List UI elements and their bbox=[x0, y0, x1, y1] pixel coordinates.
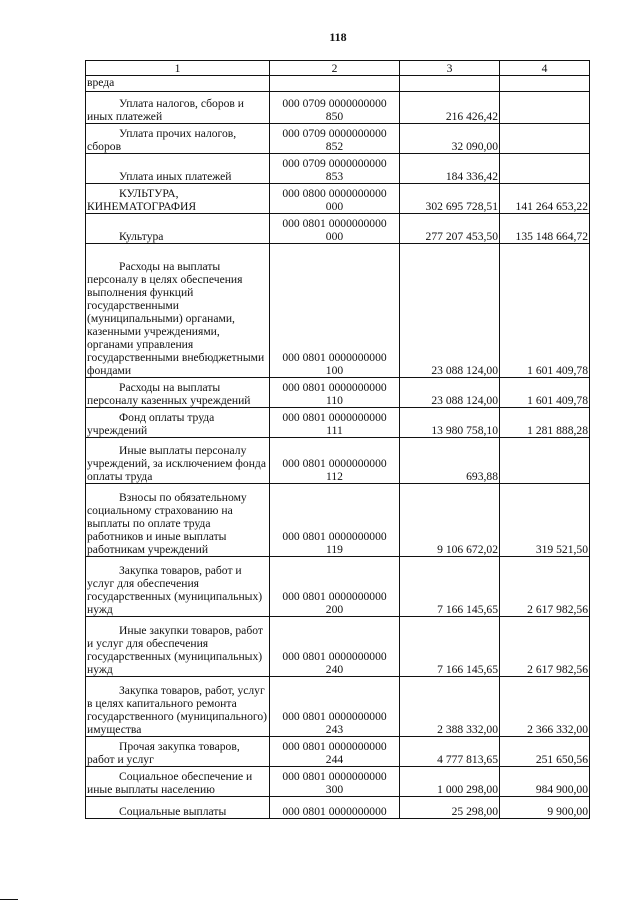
row-col3: 32 090,00 bbox=[400, 124, 500, 154]
row-code: 000 0801 0000000000 000 bbox=[270, 214, 400, 244]
table-row bbox=[86, 154, 590, 184]
row-col3: 7 166 145,65 bbox=[400, 617, 500, 677]
header-cell-4: 4 bbox=[500, 61, 590, 76]
row-col4 bbox=[500, 154, 590, 184]
row-code: 000 0801 0000000000 100 bbox=[270, 244, 400, 378]
header-cell-3: 3 bbox=[400, 61, 500, 76]
table-row bbox=[86, 378, 590, 408]
table-row bbox=[86, 438, 590, 484]
header-cell-2: 2 bbox=[270, 61, 400, 76]
row-code: 000 0801 0000000000 200 bbox=[270, 557, 400, 617]
table-row bbox=[86, 184, 590, 214]
row-name: Иные выплаты персоналу учреждений, за исключением фонда оплаты труда bbox=[86, 438, 270, 484]
row-code: 000 0801 0000000000 112 bbox=[270, 438, 400, 484]
table-row bbox=[86, 244, 590, 378]
row-col3: 23 088 124,00 bbox=[400, 378, 500, 408]
row-code: 000 0801 0000000000 300 bbox=[270, 767, 400, 797]
row-name: Социальное обеспечение и иные выплаты населению bbox=[86, 767, 270, 797]
row-code: 000 0801 0000000000 244 bbox=[270, 737, 400, 767]
row-name: Социальные выплаты bbox=[86, 797, 270, 819]
row-col3: 184 336,42 bbox=[400, 154, 500, 184]
row-col4: 2 617 982,56 bbox=[500, 557, 590, 617]
row-code: 000 0801 0000000000 243 bbox=[270, 677, 400, 737]
table-row bbox=[86, 737, 590, 767]
row-col3: 216 426,42 bbox=[400, 92, 500, 124]
row-col3: 23 088 124,00 bbox=[400, 244, 500, 378]
table-row bbox=[86, 797, 590, 819]
row-name: Уплата прочих налогов, сборов bbox=[86, 124, 270, 154]
row-col4: 1 601 409,78 bbox=[500, 378, 590, 408]
row-col3: 2 388 332,00 bbox=[400, 677, 500, 737]
table-row bbox=[86, 557, 590, 617]
row-code: 000 0709 0000000000 852 bbox=[270, 124, 400, 154]
row-col4: 9 900,00 bbox=[500, 797, 590, 819]
row-col4: 141 264 653,22 bbox=[500, 184, 590, 214]
table-row bbox=[86, 617, 590, 677]
row-name: Фонд оплаты труда учреждений bbox=[86, 408, 270, 438]
row-col4 bbox=[500, 76, 590, 92]
table-row bbox=[86, 484, 590, 557]
row-name: Уплата иных платежей bbox=[86, 154, 270, 184]
row-col3: 302 695 728,51 bbox=[400, 184, 500, 214]
row-name: вреда bbox=[86, 76, 270, 92]
row-col3 bbox=[400, 76, 500, 92]
row-col3: 4 777 813,65 bbox=[400, 737, 500, 767]
row-code: 000 0709 0000000000 850 bbox=[270, 92, 400, 124]
row-code: 000 0709 0000000000 853 bbox=[270, 154, 400, 184]
row-name: Расходы на выплаты персоналу в целях обеспечения выполнения функций государственными (муниципальными) органами, казенными учреждениями, органами управления государственными внебюджетными фондами bbox=[86, 244, 270, 378]
row-name: Прочая закупка товаров, работ и услуг bbox=[86, 737, 270, 767]
row-name: Закупка товаров, работ, услуг в целях капитального ремонта государственного (муниципального) имущества bbox=[86, 677, 270, 737]
row-code: 000 0801 0000000000 bbox=[270, 797, 400, 819]
row-col4: 1 281 888,28 bbox=[500, 408, 590, 438]
table-row bbox=[86, 408, 590, 438]
row-col3: 25 298,00 bbox=[400, 797, 500, 819]
table-row bbox=[86, 124, 590, 154]
row-col4 bbox=[500, 92, 590, 124]
row-col3: 277 207 453,50 bbox=[400, 214, 500, 244]
row-col3: 693,88 bbox=[400, 438, 500, 484]
row-name: Культура bbox=[86, 214, 270, 244]
row-code: 000 0801 0000000000 111 bbox=[270, 408, 400, 438]
row-name: Уплата налогов, сборов и иных платежей bbox=[86, 92, 270, 124]
row-col3: 7 166 145,65 bbox=[400, 557, 500, 617]
header-cell-1: 1 bbox=[86, 61, 270, 76]
row-code: 000 0800 0000000000 000 bbox=[270, 184, 400, 214]
row-col4 bbox=[500, 124, 590, 154]
table-row bbox=[86, 76, 590, 92]
row-code bbox=[270, 76, 400, 92]
row-col3: 9 106 672,02 bbox=[400, 484, 500, 557]
row-name: Взносы по обязательному социальному страхованию на выплаты по оплате труда работников и иные выплаты работникам учреждений bbox=[86, 484, 270, 557]
row-col4: 984 900,00 bbox=[500, 767, 590, 797]
row-code: 000 0801 0000000000 240 bbox=[270, 617, 400, 677]
row-name: КУЛЬТУРА, КИНЕМАТОГРАФИЯ bbox=[86, 184, 270, 214]
table-row bbox=[86, 214, 590, 244]
table-row bbox=[86, 767, 590, 797]
table-row bbox=[86, 677, 590, 737]
row-col4: 251 650,56 bbox=[500, 737, 590, 767]
row-col4: 2 366 332,00 bbox=[500, 677, 590, 737]
row-name: Расходы на выплаты персоналу казенных учреждений bbox=[86, 378, 270, 408]
row-code: 000 0801 0000000000 110 bbox=[270, 378, 400, 408]
footer-rule bbox=[0, 899, 18, 900]
row-col4: 135 148 664,72 bbox=[500, 214, 590, 244]
row-col4: 1 601 409,78 bbox=[500, 244, 590, 378]
row-col3: 13 980 758,10 bbox=[400, 408, 500, 438]
table-header-row bbox=[86, 61, 590, 76]
row-col4: 319 521,50 bbox=[500, 484, 590, 557]
row-name: Иные закупки товаров, работ и услуг для обеспечения государственных (муниципальных) нужд bbox=[86, 617, 270, 677]
row-col4 bbox=[500, 438, 590, 484]
table-row bbox=[86, 92, 590, 124]
budget-table bbox=[85, 60, 590, 819]
row-col3: 1 000 298,00 bbox=[400, 767, 500, 797]
row-name: Закупка товаров, работ и услуг для обеспечения государственных (муниципальных) нужд bbox=[86, 557, 270, 617]
page-number: 118 bbox=[329, 30, 347, 44]
row-col4: 2 617 982,56 bbox=[500, 617, 590, 677]
row-code: 000 0801 0000000000 119 bbox=[270, 484, 400, 557]
